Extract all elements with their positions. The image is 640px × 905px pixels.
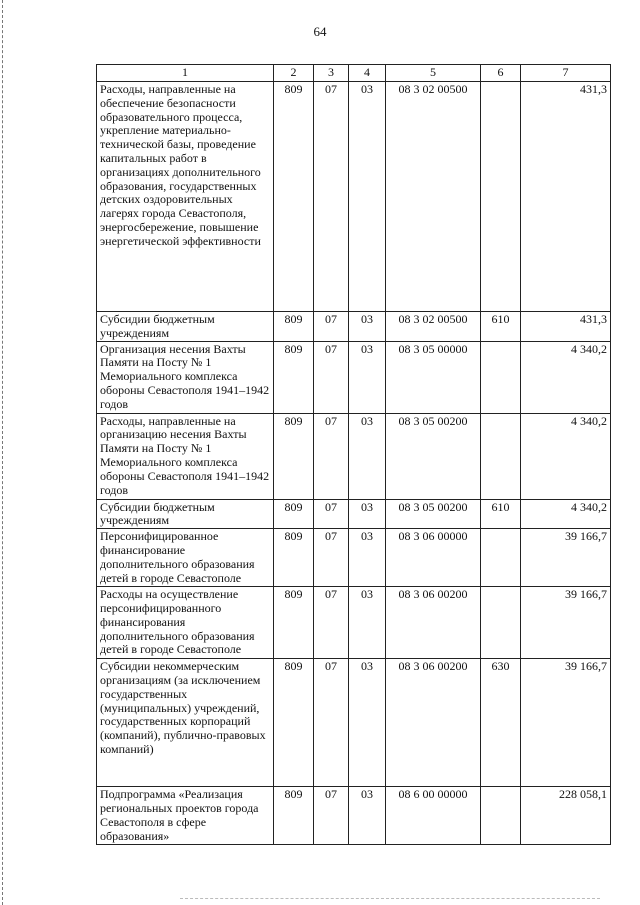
- expense-type-cell: [481, 587, 521, 659]
- subsection-cell: 03: [349, 312, 386, 342]
- amount-cell: 4 340,2: [521, 413, 611, 499]
- subsection-cell: 03: [349, 499, 386, 529]
- section-cell: 07: [314, 529, 349, 587]
- target-article-cell: 08 3 06 00200: [386, 659, 481, 787]
- expense-type-cell: [481, 413, 521, 499]
- header-cell: 3: [314, 65, 349, 82]
- table-row: [97, 82, 611, 312]
- ved-cell: 809: [274, 787, 314, 845]
- row-name-cell: Субсидии бюджетным учреждениям: [97, 312, 274, 342]
- header-cell: 5: [386, 65, 481, 82]
- ved-cell: 809: [274, 312, 314, 342]
- target-article-cell: 08 6 00 00000: [386, 787, 481, 845]
- header-cell: 4: [349, 65, 386, 82]
- ved-cell: 809: [274, 413, 314, 499]
- target-article-cell: 08 3 05 00000: [386, 341, 481, 413]
- section-cell: 07: [314, 499, 349, 529]
- subsection-cell: 03: [349, 82, 386, 312]
- target-article-cell: 08 3 05 00200: [386, 499, 481, 529]
- page-number: 64: [313, 24, 327, 39]
- table-row: [97, 787, 611, 845]
- section-cell: 07: [314, 413, 349, 499]
- ved-cell: 809: [274, 82, 314, 312]
- table-row: [97, 587, 611, 659]
- expense-type-cell: 610: [481, 312, 521, 342]
- expense-type-cell: 630: [481, 659, 521, 787]
- expense-type-cell: [481, 341, 521, 413]
- table-row: [97, 659, 611, 787]
- section-cell: 07: [314, 587, 349, 659]
- table-row: [97, 499, 611, 529]
- expense-type-cell: [481, 529, 521, 587]
- page-edge-dashed-line: [2, 0, 3, 905]
- amount-cell: 4 340,2: [521, 341, 611, 413]
- header-cell: 6: [481, 65, 521, 82]
- subsection-cell: 03: [349, 529, 386, 587]
- amount-cell: 4 340,2: [521, 499, 611, 529]
- expense-type-cell: [481, 787, 521, 845]
- ved-cell: 809: [274, 529, 314, 587]
- amount-cell: 431,3: [521, 312, 611, 342]
- ved-cell: 809: [274, 341, 314, 413]
- amount-cell: 228 058,1: [521, 787, 611, 845]
- row-name-cell: Расходы, направленные на обеспечение безопасности образовательного процесса, укрепление материально-технической базы, проведение капитальных работ в организациях дополнительного образования, государственных детских оздоровительных лагерях города Севастополя, энергосбережение, повышение энергетической эффективности: [97, 82, 274, 312]
- header-cell: 1: [97, 65, 274, 82]
- expense-type-cell: [481, 82, 521, 312]
- row-name-cell: Организация несения Вахты Памяти на Посту № 1 Мемориального комплекса обороны Севастополя 1941–1942 годов: [97, 341, 274, 413]
- section-cell: 07: [314, 341, 349, 413]
- section-cell: 07: [314, 312, 349, 342]
- row-name-cell: Субсидии некоммерческим организациям (за исключением государственных (муниципальных) учреждений, государственных корпораций (компаний), публично-правовых компаний): [97, 659, 274, 787]
- section-cell: 07: [314, 82, 349, 312]
- expense-type-cell: 610: [481, 499, 521, 529]
- table-row: [97, 312, 611, 342]
- amount-cell: 39 166,7: [521, 529, 611, 587]
- section-cell: 07: [314, 659, 349, 787]
- budget-table: [96, 64, 611, 845]
- row-name-cell: Расходы на осуществление персонифицированного финансирования дополнительного образования детей в городе Севастополе: [97, 587, 274, 659]
- target-article-cell: 08 3 06 00000: [386, 529, 481, 587]
- table-row: [97, 413, 611, 499]
- subsection-cell: 03: [349, 659, 386, 787]
- header-cell: 2: [274, 65, 314, 82]
- header-row: [97, 65, 611, 82]
- target-article-cell: 08 3 05 00200: [386, 413, 481, 499]
- header-cell: 7: [521, 65, 611, 82]
- subsection-cell: 03: [349, 787, 386, 845]
- subsection-cell: 03: [349, 587, 386, 659]
- target-article-cell: 08 3 02 00500: [386, 82, 481, 312]
- row-name-cell: Расходы, направленные на организацию несения Вахты Памяти на Посту № 1 Мемориального комплекса обороны Севастополя 1941–1942 годов: [97, 413, 274, 499]
- ved-cell: 809: [274, 499, 314, 529]
- amount-cell: 39 166,7: [521, 587, 611, 659]
- row-name-cell: Персонифицированное финансирование дополнительного образования детей в городе Севастополе: [97, 529, 274, 587]
- target-article-cell: 08 3 06 00200: [386, 587, 481, 659]
- table-row: [97, 341, 611, 413]
- row-name-cell: Подпрограмма «Реализация региональных проектов города Севастополя в сфере образования»: [97, 787, 274, 845]
- ved-cell: 809: [274, 659, 314, 787]
- table-row: [97, 529, 611, 587]
- subsection-cell: 03: [349, 341, 386, 413]
- amount-cell: 431,3: [521, 82, 611, 312]
- subsection-cell: 03: [349, 413, 386, 499]
- target-article-cell: 08 3 02 00500: [386, 312, 481, 342]
- amount-cell: 39 166,7: [521, 659, 611, 787]
- ved-cell: 809: [274, 587, 314, 659]
- section-cell: 07: [314, 787, 349, 845]
- scan-artifact-line: [180, 898, 600, 899]
- row-name-cell: Субсидии бюджетным учреждениям: [97, 499, 274, 529]
